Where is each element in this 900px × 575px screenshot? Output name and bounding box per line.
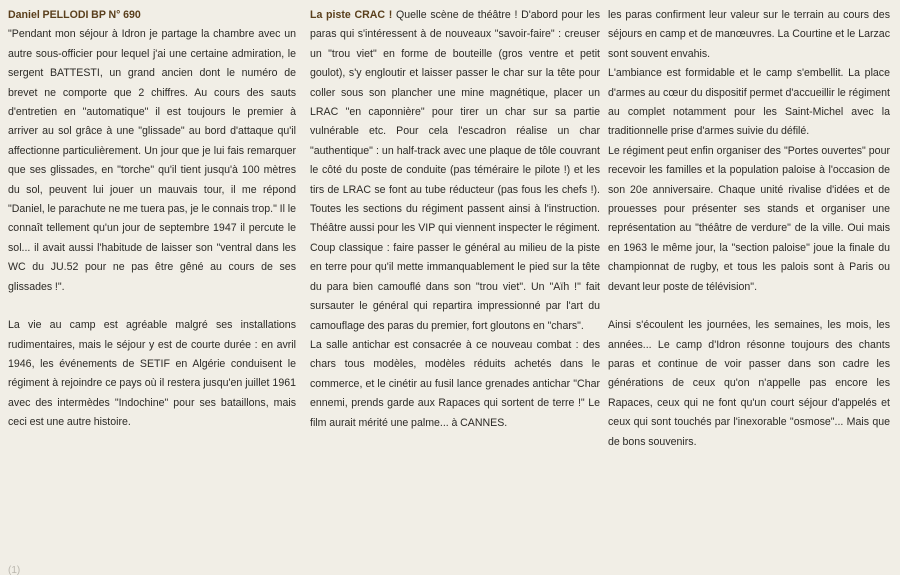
quote-paragraph: "Pendant mon séjour à Idron je partage la chambre avec un autre sous-officier pour lequel j'ai une certaine admiration, le sergent BATTESTI, un grand ancien dont le numéro de brevet ne comporte que 2 chiffres. Au cours des sauts d'entretien en "automatique" il est toujours le premier à arriver au sol grâce à une "glissade" au bord d'attaque qu'il affectionne particulièrement. Un jour que je lui fais remarquer que ses glissades, en "torche" qu'il tient jusqu'à 100 mètres du sol, peuvent lui jouer un mauvais tour, il me répond "Daniel, le parachute ne me tuera pas, je le connais trop." Il le connaît tellement qu'un jour de septembre 1947 il percute le sol... il avait aussi l'habitude de laisser son "ventral dans les WC du JU.52 pour ne pas être gêné au cours de ses glissades !". [8, 28, 296, 293]
paragraph-gap [8, 297, 296, 316]
lead-in-title: La piste CRAC ! [310, 9, 393, 21]
antichar-room-paragraph: La salle antichar est consacrée à ce nouveau combat : des chars tous modèles, modèles réduits achetés dans le commerce, et le cinétir au fusil lance grenades antichar "Char ennemi, prends garde aux Rapaces qui sortent de terre !" Le film aurait mérité une palme... à CANNES. [310, 338, 600, 429]
camps-paragraph: les paras confirment leur valeur sur le terrain au cours des séjours en camp et de manœuvres. La Courtine et le Larzac sont souvent envahis. [608, 9, 890, 60]
open-doors-paragraph: Le régiment peut enfin organiser des "Portes ouvertes" pour recevoir les familles et la population paloise à l'occasion de son 20e anniversaire. Chaque unité rivalise d'idées et de prouesses pour présenter ses stands et organiser une représentation au "théâtre de verdure" de la ville. Oui mais en 1963 le même jour, la "section paloise" joue la finale du championnat de rugby, et tous les palois sont à Paris ou devant leur poste de télévision". [608, 144, 890, 293]
piste-crac-text: Quelle scène de théâtre ! D'abord pour les paras qui s'intéressent à de nouveaux "savoir-faire" : creuser un "trou viet" en forme de bouteille (gros ventre et petit goulot), s'y engloutir et laisser passer le char sur la tête pour coller sous son plancher une mine magnétique, placer un LRAC "en caponnière" pour tirer un char sur sa partie vulnérable etc. Pour cela l'escadron réalise un char "authentique" : un half-track avec une plaque de tôle couvrant le côté du poste de conduite (pas téméraire le pilote !) et les tirs de LRAC se font au tube réducteur (pas fous les chefs !). Toutes les sections du régiment passent ainsi à l'instruction. Théâtre aussi pour les VIP qui viennent inspecter le régiment. Coup classique : faire passer le général au milieu de la piste en terre pour qu'il mette immanquablement le pied sur la tête du para bien camouflé dans son "trou viet". Un "Aïh !" fait sursauter le général qui repartira impressionné par l'art du camouflage des paras du premier, fort gloutons en "chars". [310, 9, 600, 332]
cropped-footnote-line: (1) [8, 565, 21, 575]
camp-life-paragraph: La vie au camp est agréable malgré ses installations rudimentaires, mais le séjour y est de courte durée : en avril 1946, les événements de SETIF en Algérie conduisent le régiment à rejoindre ce pays où il restera jusqu'en juillet 1961 avec des intermèdes "Indochine" pour ses bataillons, mais ceci est une autre histoire. [8, 319, 296, 429]
text-column-2 [310, 6, 600, 433]
author-heading: Daniel PELLODI BP N° 690 [8, 9, 141, 21]
ambiance-paragraph: L'ambiance est formidable et le camp s'embellit. La place d'armes au cœur du dispositif permet d'accueillir le régiment au complet notamment pour les Saint-Michel avec la traditionnelle prise d'armes suivie du défilé. [608, 67, 890, 138]
closing-paragraph: Ainsi s'écoulent les journées, les semaines, les mois, les années... Le camp d'Idron résonne toujours des chants paras et continue de voir passer dans son cadre les générations de ceux qu'on n'appelle pas encore les Rapaces, ceux qui ne font qu'un court séjour d'appelés et ceux qui sont touchés par l'inexorable "osmose"... Mais que de bons souvenirs. [608, 319, 890, 448]
piste-crac-paragraph [310, 6, 600, 336]
paragraph-gap [608, 297, 890, 316]
text-column-3 [608, 6, 890, 452]
text-column-1 [8, 6, 296, 433]
